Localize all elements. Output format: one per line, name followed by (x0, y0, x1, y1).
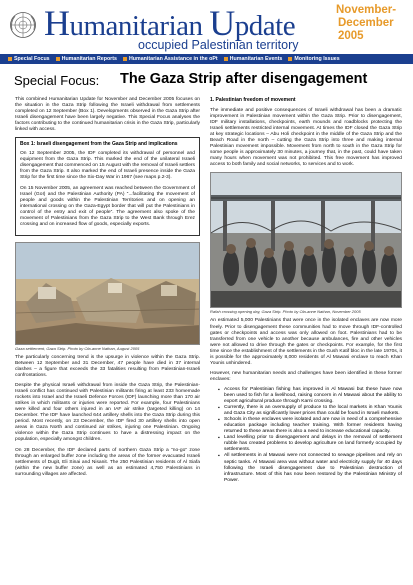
special-focus-label: Special Focus: (14, 73, 100, 88)
needs-list (218, 387, 402, 484)
box-1-paragraph-1: On 12 September 2005, the IDF completed its withdrawal of personnel and equipment from the Gaza Strip. This marked the end of the unilateral Israeli disengagement that commenced on 15 August with the removal of Israeli settlers from the Gaza Strip. It also marked the end of Israeli presence inside the Gaza Strip for the first time since the Six-Day War in 1967 (see maps p.2-3). (20, 151, 195, 181)
section-heading-freedom-of-movement: 1. Palestinian freedom of movement (210, 97, 296, 103)
right-column (210, 97, 402, 484)
issue-date: November- December 2005 (336, 4, 397, 43)
page-header (0, 0, 413, 58)
right-paragraph-2: An estimated 5,000 Palestinians that were once in the isolated enclaves are now more freely. Prior to disengagement these communities had to move through IDF-controlled gates or checkpoints and access was only allowed on foot. Palestinians had to be transferred from one vehicle to another because ambulances, fire and other vehicles were not allowed to drive through the gates or checkpoints. For example, for the first time since the establishment of the settlements in the Gush Katif bloc in the late 1970s, it is possible for the approximately 8,000 residents of Al Mawasi enclave to reach Khan Younis unhindered. (210, 318, 402, 366)
section-nav-bar (0, 54, 413, 64)
nav-item-monitoring-issues[interactable]: Monitoring Issues (288, 56, 339, 62)
left-paragraph-3: On 28 December, the IDF declared parts of northern Gaza Strip a “no-go” zone through an enlarged buffer zone including the areas of the former evacuated Israeli settlements of Dugit, Eli Sinai and Nisanit. The 250 Palestinian residents of Al Siafa (within the new buffer zone) as well as an estimated 4,750 Palestinians in surrounding villages are affected. (15, 447, 200, 477)
nav-item-humanitarian-events[interactable]: Humanitarian Events (224, 56, 283, 62)
intro-paragraph: This combined Humanitarian Update for November and December 2005 focuses on the situation in the Gaza Strip following the Israeli withdrawal from settlements completed on 12 September (Box 1). Developments observed in the Gaza Strip after Israeli disengagement have been largely negative. This Special Focus analyses the factors contributing to the continued humanitarian crisis in the Gaza Strip, particularly linked with access. (15, 97, 200, 133)
settlement-photo-caption: Gaza settlement, Gaza Strip. Photo by Ola-anne Nathan, August 2005 (15, 345, 140, 351)
nav-item-humanitarian-reports[interactable]: Humanitarian Reports (56, 56, 117, 62)
special-focus-title: The Gaza Strip after disengagement (120, 71, 368, 87)
list-item: ▪ Access for Palestinian fishing has improved in Al Mawasi but these have now been used to fish for a livelihood, raising concern in Al Mawasi about the ability to export agricultural produce through Karni crossing. (218, 387, 402, 405)
right-paragraph-3: However, new humanitarian needs and challenges have been identified in these former enclaves: (210, 370, 402, 382)
list-item: ▪ Currently, there is an oversupply of produce to the local markets in Khan Younis and Gaza City as significantly lower prices than could be found in Israeli markets. (218, 405, 402, 417)
list-item: ▪ Land levelling prior to disengagement and delays in the removal of settlement rubble has created problems to develop agriculture on land formerly occupied by settlements. (218, 435, 402, 453)
list-item: ▪ All settlements in al Mawasi were not connected to sewage pipelines and rely on septic tanks. Al Mawasi area was without water and electricity supply for 40 days following the Israeli disengagement due to Palestinian destruction of infrastructure. Most of this has now been restored by the Palestinian Ministry of Power. (218, 453, 402, 483)
left-paragraph-2: Despite the physical Israeli withdrawal from inside the Gaza Strip, the Palestinian-Israeli conflict has continued with Palestinian militants firing at least 233 homemade rockets into Israel and the Israeli Defence Forces (IDF) launching more than 170 air strikes in which militants or injuries were reported. For example, four Palestinians were killed and four others injured in an IAF air strike (targeted killing) on 14 December. The IDF have launched 644 artillery shells into the Gaza Strip during this period. Most recently, on 23 December, the IDF fired 30 artillery shells into open areas in Gaza North and continued air strikes, injuring one Palestinian. Ongoing violence within the Gaza Strip continues to have a distressing impact on the population, especially amongst children. (15, 383, 200, 443)
box-1 (15, 137, 200, 236)
rafah-crossing-photo (210, 172, 402, 308)
right-paragraph-1: The immediate and positive consequences of Israeli withdrawal has been a dramatic improvement in Palestinian movement within the Gaza Strip. Prior to disengagement, IDF military installations, checkpoints, earth mounds and roadblocks protecting the Israeli settlements restricted internal movement. At times the IDF closed the Gaza Strip at key strategic locations – Abu Holi checkpoint in the middle of the Gaza Strip and the Beach Road in the north – cutting the Gaza Strip into three and making internal Palestinian movement impossible. Movement from north to south in the Gaza Strip for some people is approximately 30 minutes, a journey that, in the past, could have taken many hours when movement was not prohibited. This free movement has improved access to both family and social networks, to services and to work. (210, 108, 402, 168)
left-paragraph-1: The particularly concerning trend is the upsurge in violence within the Gaza Strip. Between 12 September and 31 December, 47 people have died in 37 internal clashes – a figure that exceeds the 33 fatalities resulting from Palestinian-Israeli confrontations. (15, 354, 200, 378)
nav-item-special-focus[interactable]: Special Focus (8, 56, 50, 62)
box-1-title: Box 1: Israeli disengagement from the Gaza Strip and implications (20, 141, 178, 148)
nav-item-humanitarian-assistance[interactable]: Humanitarian Assistance in the oPt (123, 56, 218, 62)
left-column (15, 97, 200, 482)
publication-subtitle: occupied Palestinian territory (138, 38, 299, 52)
box-1-paragraph-2: On 15 November 2005, an agreement was reached between the Government of Israel (GoI) and the Palestinian Authority (PA) “...facilitating the movement of people and goods within the Palestinian Territories and on opening an international crossing on the Gaza-Egypt border that will put the Palestinians in control of the entry and exit of people”. The agreement also spoke of the movement of Palestinians from the Gaza Strip to the West Bank through Erez crossing and on increased flow of goods, especially exports. (20, 185, 195, 227)
list-item: ▪ Schools in these enclaves were isolated and are now in need of a comprehensive education package including teacher training. With former residents having returned to these areas there is also a need to increase educational capacity. (218, 417, 402, 435)
settlement-photo (15, 242, 200, 345)
un-emblem-icon (8, 10, 38, 40)
rafah-photo-caption: Rafah crossing opening day, Gaza Strip. Photo by Ola-anne Nathan, November 2005 (210, 309, 361, 315)
special-focus-heading (14, 71, 404, 91)
publication-title: Humanitarian Update (44, 3, 296, 43)
